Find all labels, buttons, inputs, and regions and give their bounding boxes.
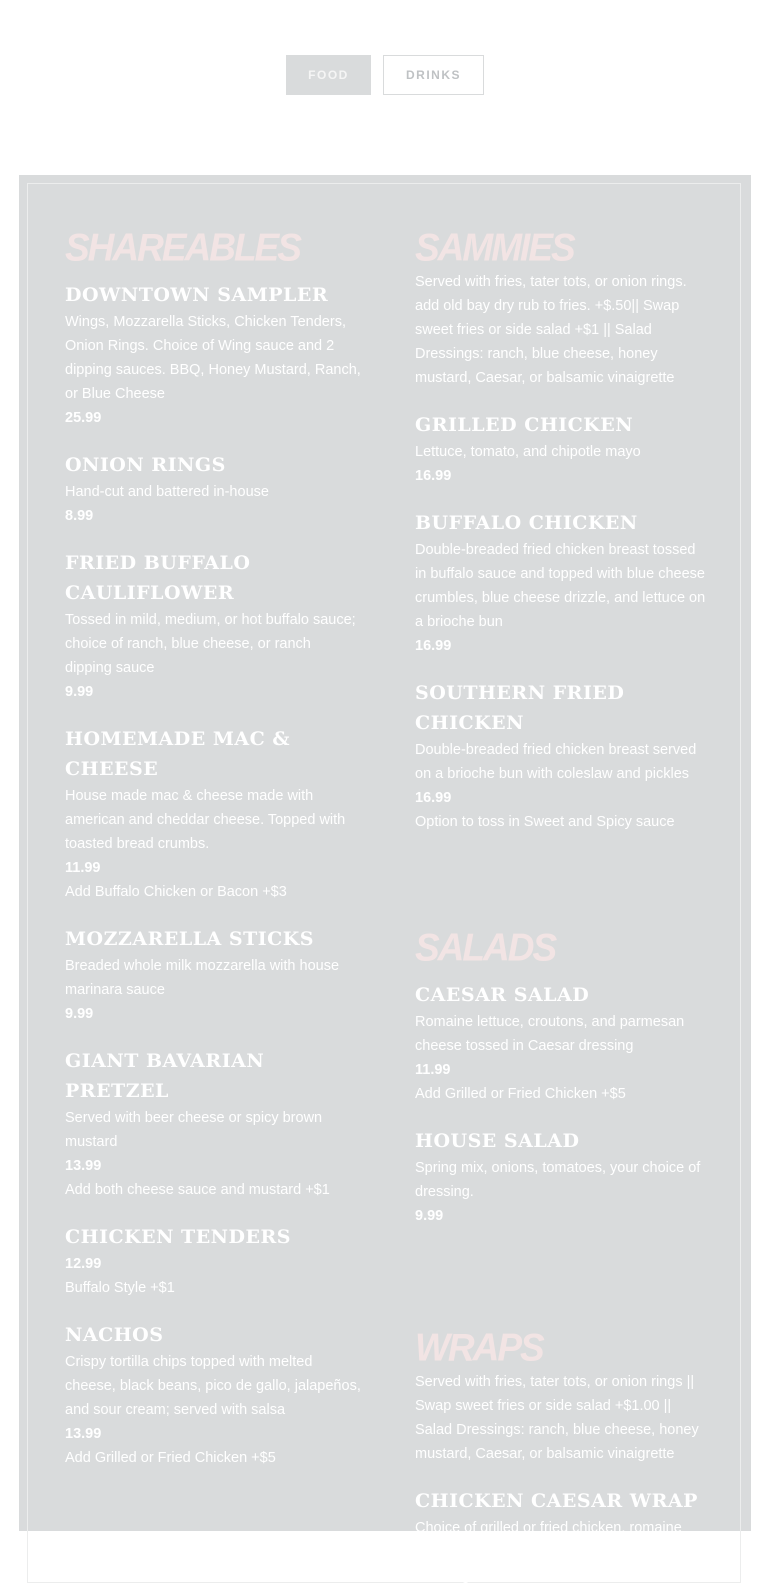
- section-title: SAMMIES: [415, 225, 574, 269]
- item-name: GIANT BAVARIAN PRETZEL: [65, 1050, 265, 1102]
- item-price: 25.99: [65, 410, 102, 426]
- section-salads: [415, 926, 707, 1228]
- item-description: Lettuce, tomato, and chipotle mayo: [415, 444, 641, 460]
- menu-item: [415, 1486, 707, 1588]
- item-addon: Option to toss in Sweet and Spicy sauce: [415, 814, 675, 830]
- item-description: Hand-cut and battered in-house: [65, 484, 269, 500]
- item-description: Wings, Mozzarella Sticks, Chicken Tenders, Onion Rings. Choice of Wing sauce and 2 dipping sauces. BBQ, Honey Mustard, Ranch, or Blue Cheese: [65, 314, 361, 402]
- menu-panel: [19, 175, 751, 1584]
- menu-item: [415, 1126, 707, 1228]
- section-title: SHAREABLES: [65, 225, 300, 269]
- item-description: Served with beer cheese or spicy brown mustard: [65, 1110, 323, 1150]
- item-price: 13.99: [65, 1426, 102, 1442]
- item-price: 9.99: [65, 1006, 94, 1022]
- item-description: Tossed in mild, medium, or hot buffalo sauce; choice of ranch, blue cheese, or ranch dipping sauce: [65, 612, 356, 676]
- item-name: BUFFALO CHICKEN: [415, 512, 638, 534]
- menu-item: [65, 280, 361, 430]
- item-price: 12.99: [65, 1256, 102, 1272]
- menu-item: [415, 678, 707, 834]
- menu-item: [65, 450, 361, 528]
- item-description: Choice of grilled or fried chicken, romaine lettuce, parmesan cheese, and Caesar dressing: [415, 1520, 682, 1584]
- menu-item: [65, 1222, 361, 1300]
- item-price: 16.99: [415, 790, 452, 806]
- item-price: 11.99: [65, 860, 101, 876]
- menu-item: [65, 924, 361, 1026]
- item-name: ONION RINGS: [65, 454, 226, 476]
- item-addon: Add both cheese sauce and mustard +$1: [65, 1182, 330, 1198]
- section-wraps: [415, 1326, 707, 1588]
- item-name: GRILLED CHICKEN: [415, 414, 634, 436]
- menu-item: [415, 410, 707, 488]
- item-description: Breaded whole milk mozzarella with house marinara sauce: [65, 958, 340, 998]
- item-description: Spring mix, onions, tomatoes, your choice of dressing.: [415, 1160, 701, 1200]
- item-price: 8.99: [65, 508, 94, 524]
- item-name: SOUTHERN FRIED CHICKEN: [415, 682, 625, 734]
- item-description: Crispy tortilla chips topped with melted cheese, black beans, pico de gallo, jalapeños, and sour cream; served with salsa: [65, 1354, 361, 1418]
- section-shareables: [65, 226, 361, 1470]
- tab-drinks[interactable]: DRINKS: [383, 55, 484, 95]
- item-name: CHICKEN CAESAR WRAP: [415, 1490, 698, 1512]
- item-description: House made mac & cheese made with american and cheddar cheese. Topped with toasted bread crumbs.: [65, 788, 346, 852]
- menu-item: [65, 1320, 361, 1470]
- item-price: 11.99: [415, 1062, 451, 1078]
- menu-item: [415, 980, 707, 1106]
- menu-panel-frame: [27, 183, 741, 1583]
- section-title: SALADS: [415, 925, 556, 969]
- item-name: CHICKEN TENDERS: [65, 1226, 292, 1248]
- item-description: Double-breaded fried chicken breast served on a brioche bun with coleslaw and pickles: [415, 742, 697, 782]
- item-description: Double-breaded fried chicken breast tossed in buffalo sauce and topped with blue cheese crumbles, blue cheese drizzle, and lettuce on a brioche bun: [415, 542, 706, 630]
- item-price: 9.99: [415, 1208, 444, 1224]
- menu-tabs: [0, 55, 770, 95]
- item-addon: Buffalo Style +$1: [65, 1280, 175, 1296]
- menu-item: [65, 1046, 361, 1202]
- menu-item: [65, 724, 361, 904]
- section-title: WRAPS: [415, 1325, 543, 1369]
- menu-item: [415, 508, 707, 658]
- item-name: HOMEMADE MAC & CHEESE: [65, 728, 291, 780]
- section-sammies: [415, 226, 707, 834]
- item-addon: Add Grilled or Fried Chicken +$5: [415, 1086, 626, 1102]
- item-price: 13.99: [65, 1158, 102, 1174]
- item-name: MOZZARELLA STICKS: [65, 928, 315, 950]
- item-price: 16.99: [415, 638, 452, 654]
- item-description: Romaine lettuce, croutons, and parmesan cheese tossed in Caesar dressing: [415, 1014, 685, 1054]
- item-name: HOUSE SALAD: [415, 1130, 580, 1152]
- item-price: 16.99: [415, 468, 452, 484]
- menu-item: [65, 548, 361, 704]
- item-price: 9.99: [65, 684, 94, 700]
- tab-food[interactable]: FOOD: [286, 55, 371, 95]
- item-name: FRIED BUFFALO CAULIFLOWER: [65, 552, 251, 604]
- section-note: Served with fries, tater tots, or onion rings || Swap sweet fries or side salad +$1.00 || Salad Dressings: ranch, blue cheese, honey mustard, Caesar, or balsamic vinaigrette: [415, 1374, 699, 1462]
- item-addon: Add Buffalo Chicken or Bacon +$3: [65, 884, 287, 900]
- item-name: DOWNTOWN SAMPLER: [65, 284, 329, 306]
- item-name: CAESAR SALAD: [415, 984, 590, 1006]
- section-note: Served with fries, tater tots, or onion rings. add old bay dry rub to fries. +$.50|| Swap sweet fries or side salad +$1 || Salad Dressings: ranch, blue cheese, honey mustard, Caesar, or balsamic vinaigrette: [415, 274, 687, 386]
- item-addon: Add Grilled or Fried Chicken +$5: [65, 1450, 276, 1466]
- item-name: NACHOS: [65, 1324, 164, 1346]
